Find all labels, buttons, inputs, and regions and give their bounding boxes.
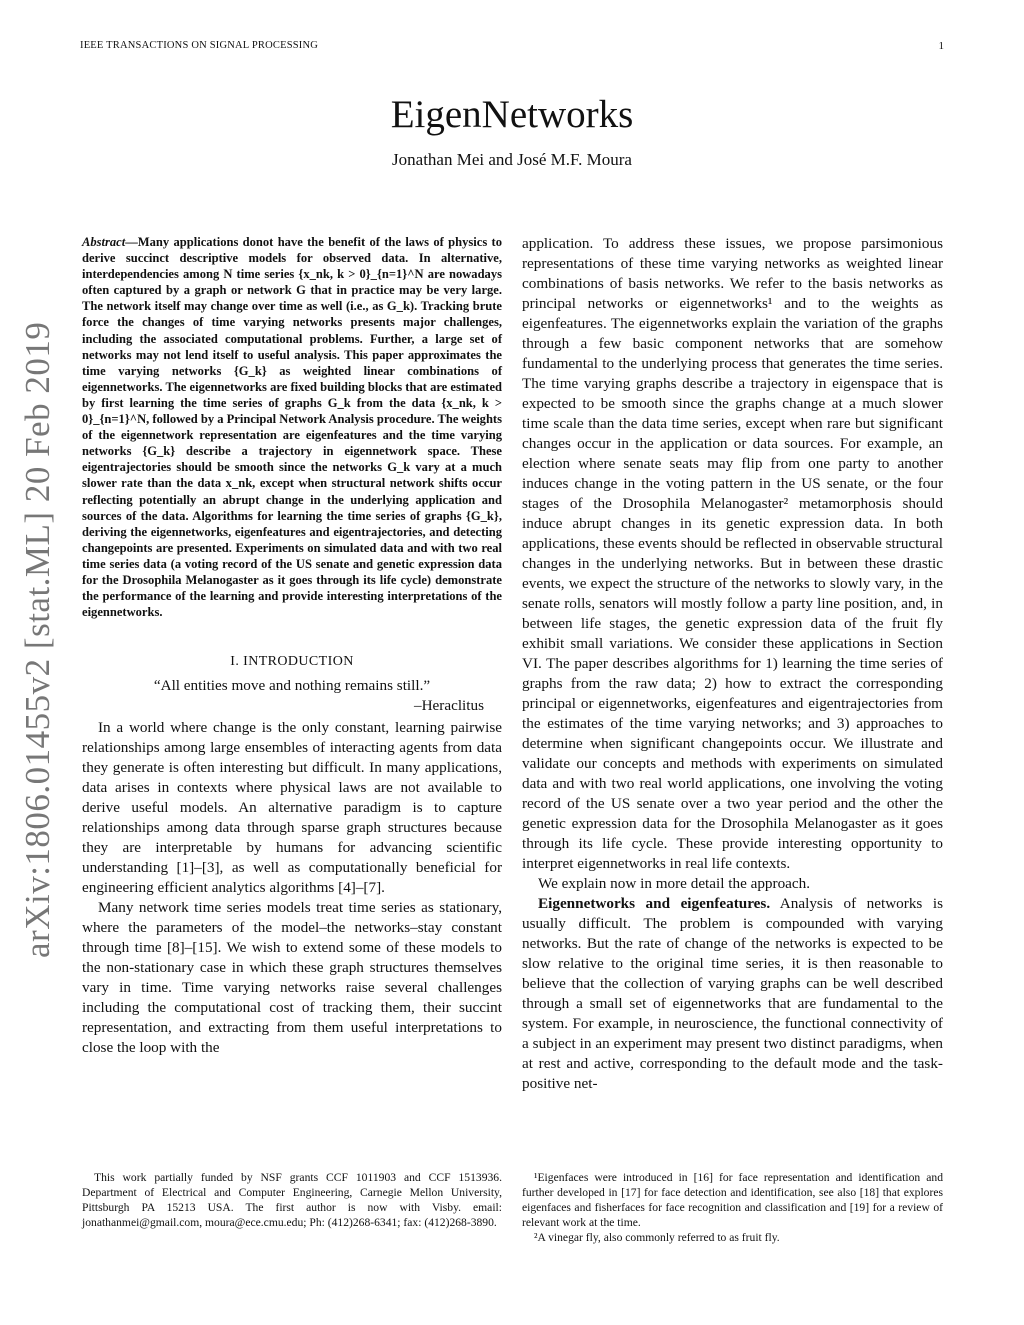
running-header: IEEE TRANSACTIONS ON SIGNAL PROCESSING [80,40,319,51]
epigraph-quote: “All entities move and nothing remains still.” [153,677,431,695]
intro-paragraph-4: We explain now in more detail the approach. [538,875,811,892]
abstract-text: —Many applications donot have the benefit of the laws of physics to derive succinct descriptive models for observed data. In alternative, interdependencies among N time series {x_nk, k > 0}_{n=1}^N are nowadays often captured by a graph or network G that in practice may be very large. The network itself may change over time as well (i.e., as G_k). Tracking brute force the changes of time varying networks presents major challenges, including the associated computational problems. Further, a large set of networks may not lend itself to useful analysis. This paper approximates the time varying networks {G_k} as weighted linear combinations of eigennetworks. The eigennetworks are fixed building blocks that are estimated by first learning the time series of graphs G_k from the data {x_nk, k > 0}_{n=1}^N, followed by a Principal Network Analysis procedure. The weights of the eigennetwork representation are eigenfeatures and the time varying networks {G_k} describe a trajectory in eigennetwork space. These eigentrajectories should be smooth since the networks G_k vary at a much slower rate than the data x_nk, except when structural network shifts occur reflecting potentially an abrupt change in the underlying application and sources of the data. Algorithms for learning the time series of graphs {G_k}, deriving the eigennetworks, eigenfeatures and eigentrajectories, and detecting changepoints are presented. Experiments on simulated data and with two real time series data (a voting record of the US senate and genetic expression data for the Drosophila Melanogaster as it goes through its life cycle) demonstrate the performance of the learning and provide interesting interpretations of the eigennetworks. [82,235,502,620]
footnote-1: ¹Eigenfaces were introduced in [16] for face representation and identification and further developed in [17] for face detection and identification, see also [18] that explores eigenfaces and fisherfaces for face recognition and classification and [19] for a review of relevant work at the time. [522,1171,943,1229]
intro-paragraph-3: application. To address these issues, we propose parsimonious representations of these time varying networks as weighted linear combinations of basis networks. We refer to the basis networks as principal networks or eigennetworks¹ and to the weights as eigenfeatures. The eigennetworks explain the variation of the graphs through a few basic component networks that are somehow fundamental to the underlying process that generates the time series. The time varying graphs describe a trajectory in eigenspace that is expected to be smooth since the graphs change at a much slower time scale than the data time series, except when rare but significant changes occur in the application or data sources. For example, an election where senate seats may flip from one party to another induces change in the voting pattern in the US senate, or the four stages of the Drosophila Melanogaster² metamorphosis should induce abrupt changes in its genetic expression data. In both applications, these events should be reflected in observable structural changes in the underlying networks. But in between these drastic events, we expect the structure of the networks to slowly vary, in the senate rolls, senators will mostly follow a party line position, and, in between life stages, the genetic expression data of the fruit fly exhibit small variations. We consider these applications in Section VI. The paper describes algorithms for 1) learning the time series of graphs from the raw data; 2) how to extract the corresponding principal or eigennetworks, eigenfeatures and eigentrajectories from the estimates of the time varying networks; and 3) approaches to determine when significant changepoints occur. We illustrate and validate our concepts and methods with experiments on simulated data and with two real world applications, one involving the voting record of the US senate over a two year period and the other the genetic expression data for the Drosophila Melanogaster as it goes through its life cycle. These provide interesting opportunity to interpret eigennetworks in real life contexts. [522,235,943,872]
abstract-label: Abstract [82,235,126,249]
abstract [82,234,502,620]
right-column [522,234,943,1094]
footnote-funding [82,1170,502,1230]
paragraph-lead-eigennetworks: Eigennetworks and eigenfeatures. [538,895,771,912]
epigraph-attribution: –Heraclitus [413,697,484,715]
intro-paragraph-5-text: Analysis of networks is usually difficult. The problem is compounded with varying networks. But the rate of change of the networks is expected to be slow relative to the original time series, it is then reasonable to believe that the collection of varying graphs can be well described through a small set of eigennetworks that are fundamental to the system. For example, in neuroscience, the functional connectivity of a subject in an experiment may present two distinct paradigms, when at rest and active, corresponding to the default mode and the task-positive net- [522,895,943,1092]
page-number: 1 [938,40,944,52]
intro-paragraph-2: Many network time series models treat time series as stationary, where the parameters of the model–the networks–stay constant through time [8]–[15]. We wish to extend some of these models to the non-stationary case in which these graph structures themselves vary in time. Time varying networks raise several challenges including the computational cost of tracking them, their succint representation, and extracting from them useful interpretations to close the loop with the [82,899,502,1057]
section-heading-introduction: I. INTRODUCTION [230,654,354,670]
arxiv-identifier: arXiv:1806.01455v2 [stat.ML] 20 Feb 2019 [18,321,57,958]
intro-paragraph-1: In a world where change is the only constant, learning pairwise relationships among large ensembles of interacting agents from data they generate is often interesting but difficult. In many applications, data arises in contexts where physical laws are not available to derive useful models. An alternative paradigm is to capture relationships among data through sparse graph structures because they are interpretable by humans for advancing scientific understanding [1]–[3], as well as computationally beneficial for engineering efficient analytics algorithms [4]–[7]. [82,719,502,897]
paper-title: EigenNetworks [390,93,634,136]
footnotes-right [522,1170,943,1245]
paper-authors: Jonathan Mei and José M.F. Moura [392,150,632,169]
intro-paragraph-5 [522,894,943,1094]
footnote-2: ²A vinegar fly, also commonly referred to as fruit fly. [534,1231,780,1244]
footnote-funding-text: This work partially funded by NSF grants CCF 1011903 and CCF 1513936. Department of Electrical and Computer Engineering, Carnegie Mellon University, Pittsburgh PA 15213 USA. The first author is now with Visby. email: jonathanmei@gmail.com, moura@ece.cmu.edu; Ph: (412)268-6341; fax: (412)268-3890. [82,1171,502,1229]
left-column [82,234,502,1058]
